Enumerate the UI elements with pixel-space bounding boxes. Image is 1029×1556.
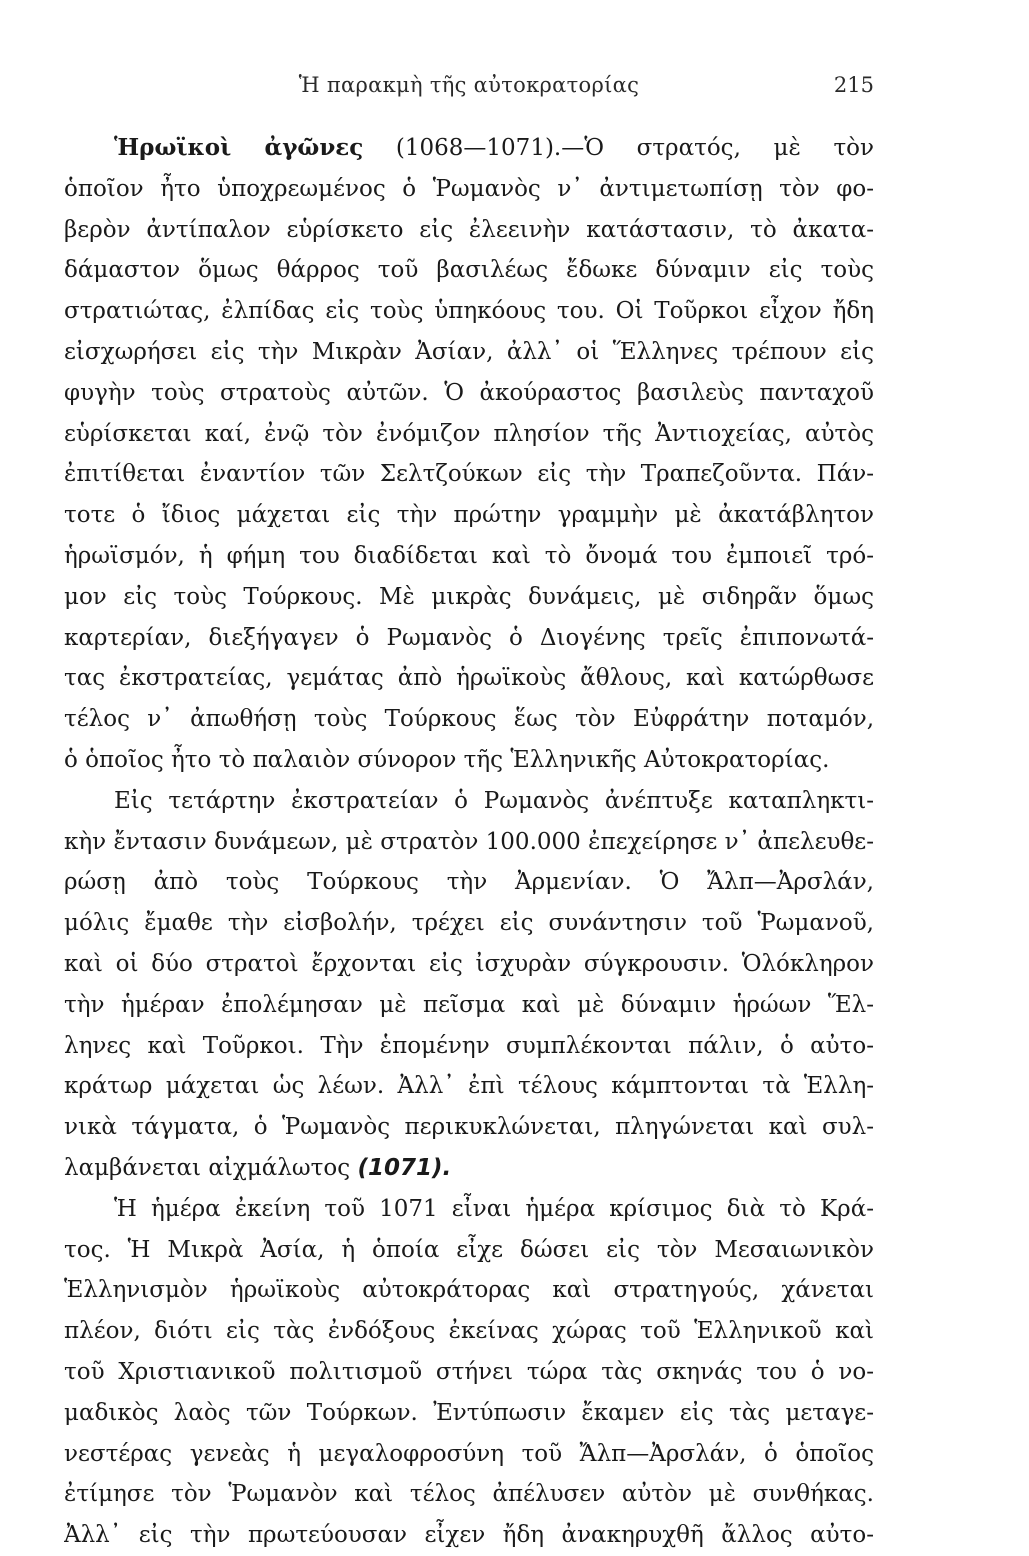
text-line: μαδικὸς λαὸς τῶν Τούρκων. Ἐντύπωσιν ἔκαμεν εἰς τὰς μεταγε- (64, 1399, 874, 1426)
text-line: νικὰ τάγματα, ὁ Ῥωμανὸς περικυκλώνεται, πληγώνεται καὶ συλ- (64, 1114, 874, 1141)
text-line: ὁποῖον ἦτο ὑποχρεωμένος ὁ Ῥωμανὸς ν᾽ ἀντιμετωπίσῃ τὸν φο- (64, 175, 874, 202)
text-line: στρατιώτας, ἐλπίδας εἰς τοὺς ὑπηκόους του. Οἱ Τοῦρκοι εἶχον ἤδη (64, 298, 874, 325)
text-line: ρώσῃ ἀπὸ τοὺς Τούρκους τὴν Ἀρμενίαν. Ὁ Ἄλπ—Ἀρσλάν, (64, 869, 874, 896)
text-line: φυγὴν τοὺς στρατοὺς αὐτῶν. Ὁ ἀκούραστος βασιλεὺς πανταχοῦ (64, 379, 874, 406)
page-number: 215 (833, 73, 874, 97)
text-line: μον εἰς τοὺς Τούρκους. Μὲ μικρὰς δυνάμεις, μὲ σιδηρᾶν ὅμως (64, 583, 874, 610)
text-line: μόλις ἔμαθε τὴν εἰσβολήν, τρέχει εἰς συνάντησιν τοῦ Ῥωμανοῦ, (64, 910, 874, 937)
section-heading: Ἡρωϊκοὶ ἀγῶνες (114, 134, 364, 161)
text-line: εἰσχωρήσει εἰς τὴν Μικρὰν Ἀσίαν, ἀλλ᾽ οἱ Ἕλληνες τρέπουν εἰς (64, 338, 874, 365)
page-header (64, 68, 874, 102)
text-line: ληνες καὶ Τοῦρκοι. Τὴν ἑπομένην συμπλέκονται πάλιν, ὁ αὐτο- (64, 1032, 874, 1059)
text-line: κὴν ἔντασιν δυνάμεων, μὲ στρατὸν 100.000 ἐπεχείρησε ν᾽ ἀπελευθε- (64, 828, 874, 855)
text-line: πλέον, διότι εἰς τὰς ἐνδόξους ἐκείνας χώρας τοῦ Ἑλληνικοῦ καὶ (64, 1318, 874, 1345)
text-run: λαμβάνεται αἰχμάλωτος (64, 1154, 351, 1181)
text-line: καὶ οἱ δύο στρατοὶ ἔρχονται εἰς ἰσχυρὰν σύγκρουσιν. Ὁλόκληρον (64, 950, 874, 977)
text-line: ἡρωϊσμόν, ἡ φήμη του διαδίδεται καὶ τὸ ὄνομά του ἐμποιεῖ τρό- (64, 542, 874, 569)
text-line: Ἀλλ᾽ εἰς τὴν πρωτεύουσαν εἶχεν ἤδη ἀνακηρυχθῆ ἄλλος αὐτο- (64, 1522, 874, 1549)
text-line: ἐτίμησε τὸν Ῥωμανὸν καὶ τέλος ἀπέλυσεν αὐτὸν μὲ συνθήκας. (64, 1481, 874, 1508)
text-line: δάμαστον ὅμως θάρρος τοῦ βασιλέως ἔδωκε δύναμιν εἰς τοὺς (64, 257, 874, 284)
text-line (64, 1148, 874, 1189)
inline-date: (1071). (357, 1154, 452, 1181)
text-line: Εἰς τετάρτην ἐκστρατείαν ὁ Ρωμανὸς ἀνέπτυξε καταπληκτι- (114, 787, 874, 814)
text-line: ἐπιτίθεται ἐναντίον τῶν Σελτζούκων εἰς τὴν Τραπεζοῦντα. Πάν- (64, 461, 874, 488)
text-line: τοτε ὁ ἴδιος μάχεται εἰς τὴν πρώτην γραμμὴν μὲ ἀκατάβλητον (64, 502, 874, 529)
body-text (64, 128, 874, 1556)
text-line: ὁ ὁποῖος ἦτο τὸ παλαιὸν σύνορον τῆς Ἑλληνικῆς Αὐτοκρατορίας. (64, 746, 830, 773)
text-line: τὴν ἡμέραν ἐπολέμησαν μὲ πεῖσμα καὶ μὲ δύναμιν ἡρώων Ἕλ- (64, 991, 874, 1018)
text-run: (1068—1071).—Ὁ στρατός, μὲ τὸν (395, 135, 874, 161)
text-line: Ἡ ἡμέρα ἐκείνη τοῦ 1071 εἶναι ἡμέρα κρίσιμος διὰ τὸ Κρά- (114, 1195, 874, 1222)
text-line: καρτερίαν, διεξήγαγεν ὁ Ρωμανὸς ὁ Διογένης τρεῖς ἐπιπονωτά- (64, 624, 874, 651)
text-line: βερὸν ἀντίπαλον εὑρίσκετο εἰς ἐλεεινὴν κατάστασιν, τὸ ἀκατα- (64, 216, 874, 243)
text-line: τέλος ν᾽ ἀπωθήσῃ τοὺς Τούρκους ἕως τὸν Εὐφράτην ποταμόν, (64, 706, 874, 733)
running-head: Ἡ παρακμὴ τῆς αὐτοκρατορίας (298, 73, 640, 97)
text-line: νεστέρας γενεὰς ἡ μεγαλοφροσύνη τοῦ Ἄλπ—Ἀρσλάν, ὁ ὁποῖος (64, 1440, 874, 1467)
text-line: τας ἐκστρατείας, γεμάτας ἀπὸ ἡρωϊκοὺς ἄθλους, καὶ κατώρθωσε (64, 665, 874, 692)
text-line: κράτωρ μάχεται ὡς λέων. Ἀλλ᾽ ἐπὶ τέλους κάμπτονται τὰ Ἑλλη- (64, 1073, 874, 1100)
text-line: τος. Ἡ Μικρὰ Ἀσία, ἡ ὁποία εἶχε δώσει εἰς τὸν Μεσαιωνικὸν (64, 1236, 874, 1263)
text-line (64, 128, 874, 169)
text-line: εὑρίσκεται καί, ἐνῷ τὸν ἐνόμιζον πλησίον τῆς Ἀντιοχείας, αὐτὸς (64, 420, 874, 447)
text-line: Ἑλληνισμὸν ἡρωϊκοὺς αὐτοκράτορας καὶ στρατηγούς, χάνεται (64, 1277, 874, 1304)
text-line: τοῦ Χριστιανικοῦ πολιτισμοῦ στήνει τώρα τὰς σκηνάς του ὁ νο- (64, 1358, 874, 1385)
